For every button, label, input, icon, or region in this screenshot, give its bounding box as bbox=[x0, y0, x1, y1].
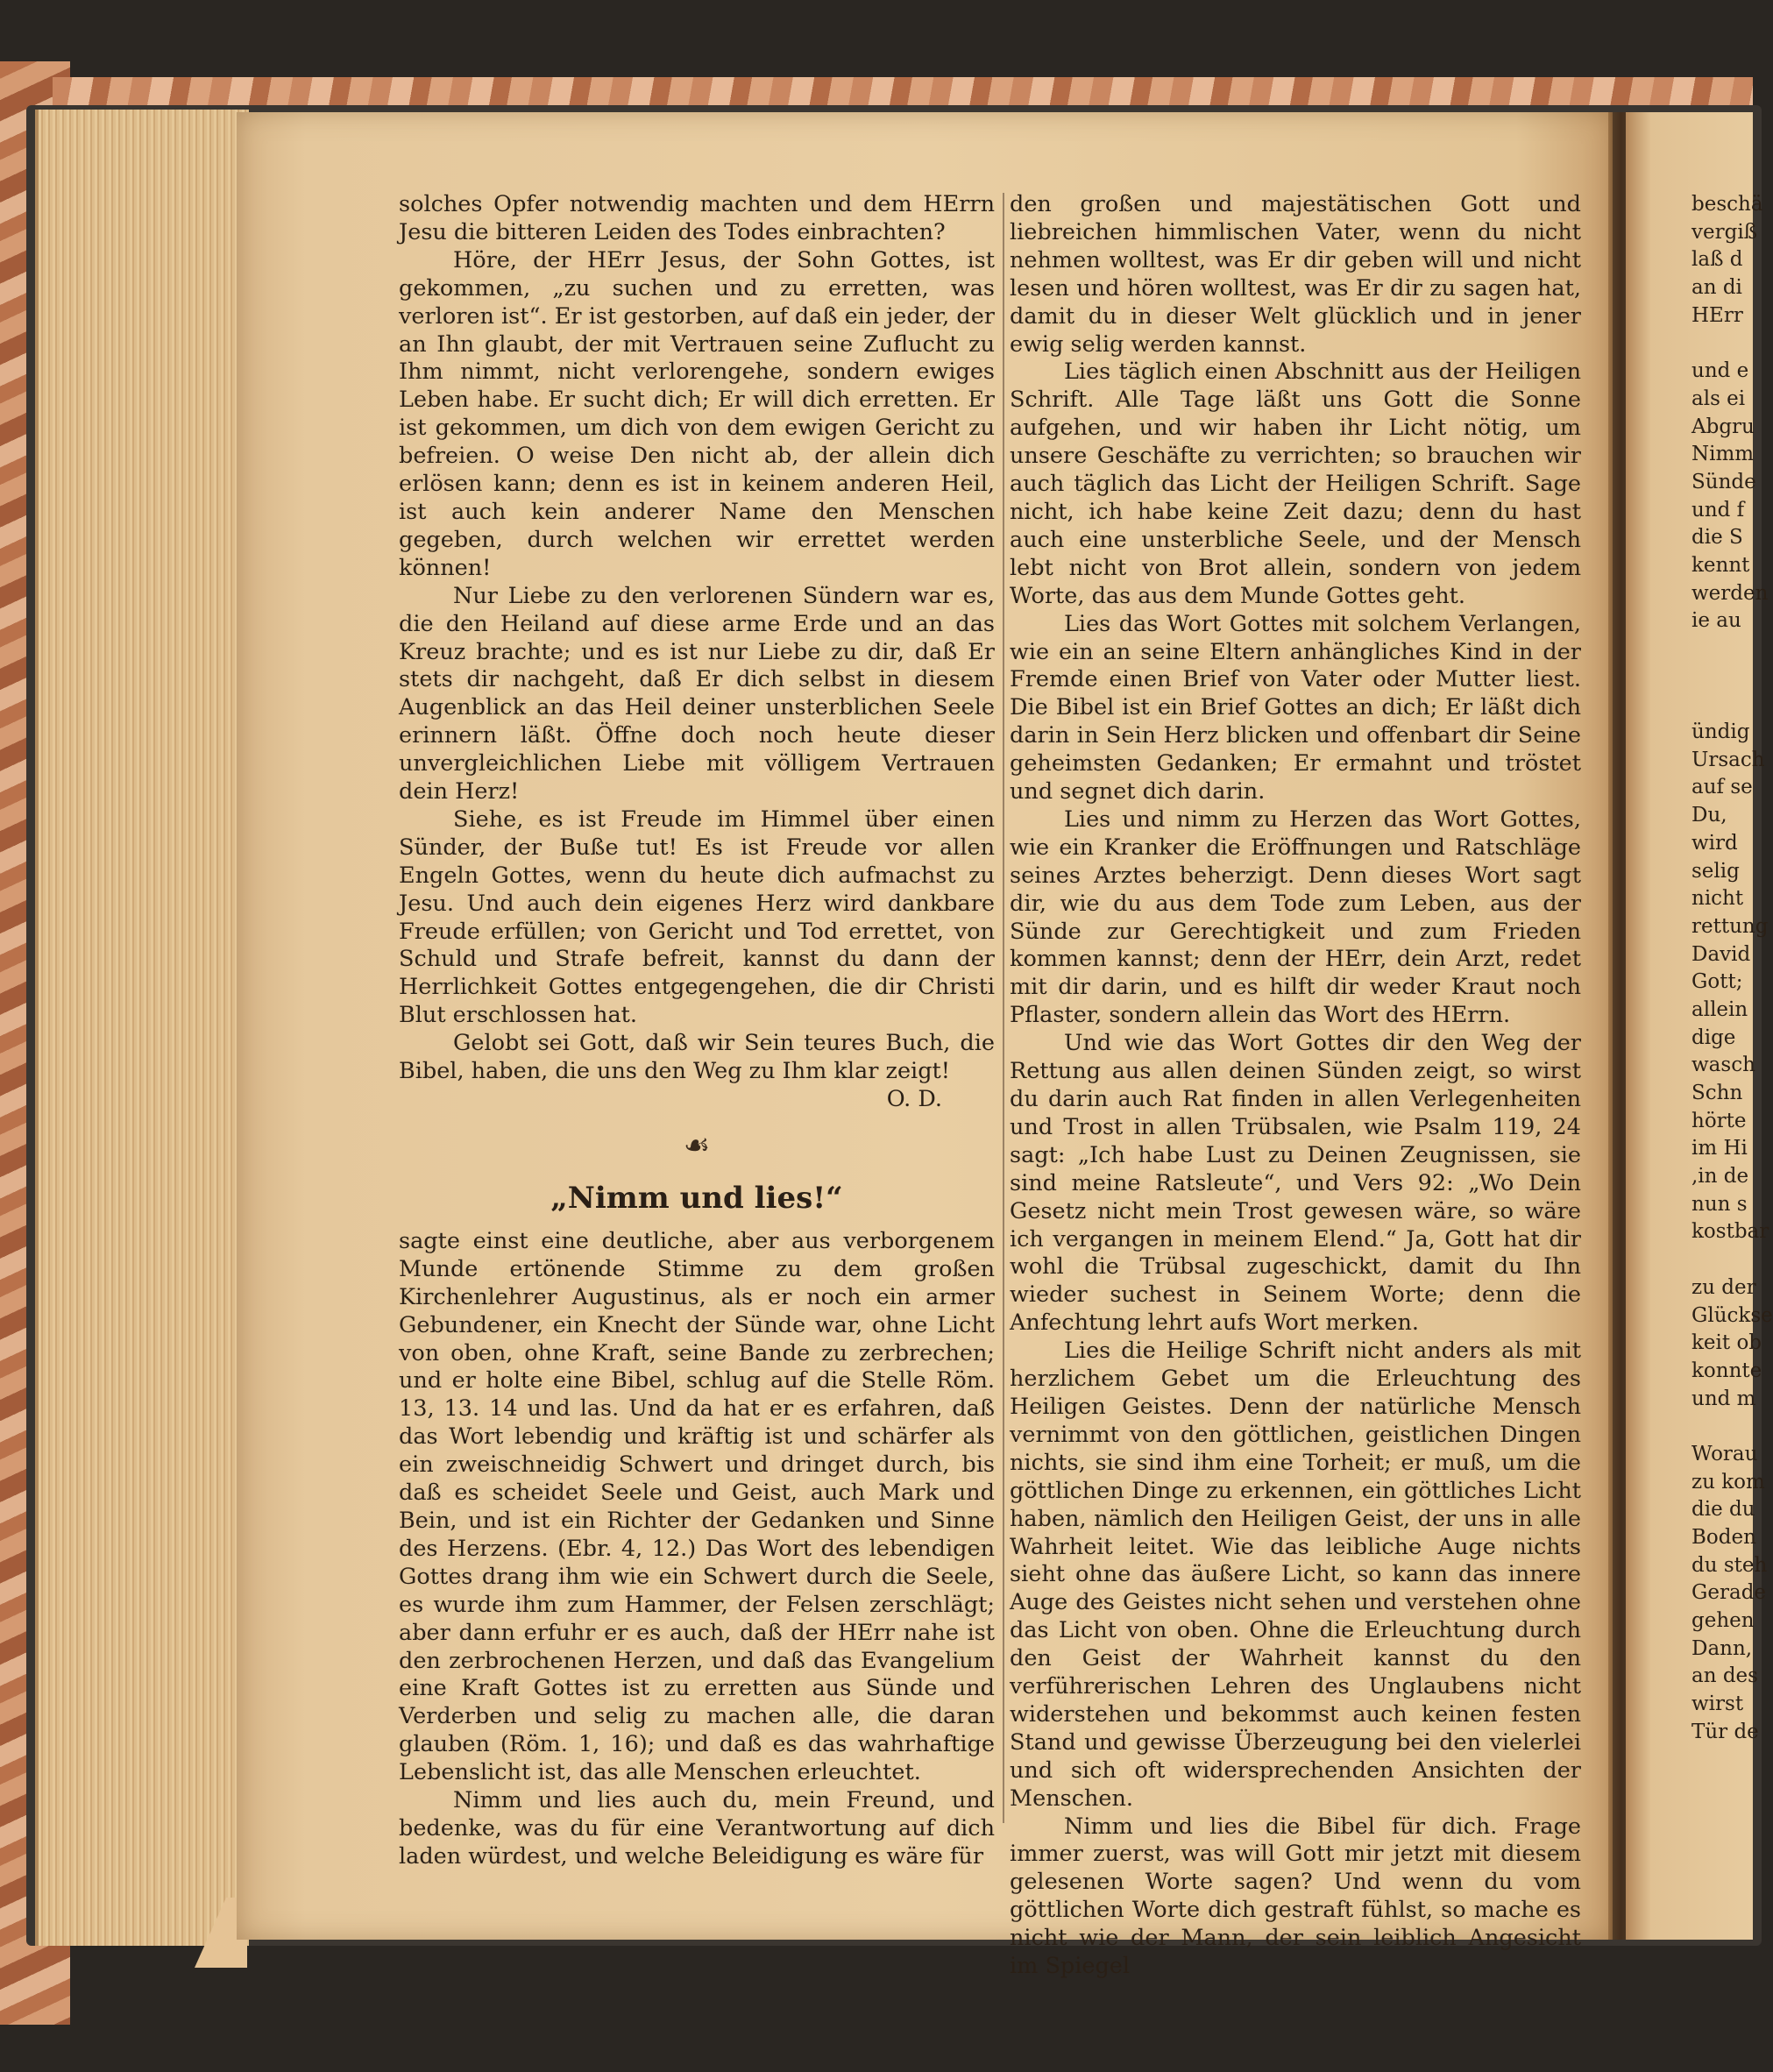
paragraph: solches Opfer notwendig machten und dem HErrn Jesu die bitteren Leiden des Todes einbrachten? bbox=[399, 191, 995, 245]
line-fragment: Abgru bbox=[1691, 415, 1755, 438]
paragraph: Lies täglich einen Abschnitt aus der Heiligen Schrift. Alle Tage läßt uns Gott die Sonne aufgehen, und wir haben ihr Licht nötig, um unsere Geschäfte zu verrichten; so brauchen wir auch täglich das Licht der Heiligen Schrift. Sage nicht, ich habe keine Zeit dazu; denn du hast auch eine unsterbliche Seele, und der Mensch lebt nicht von Brot allein, sondern von jedem Worte, das aus dem Munde Gottes geht. bbox=[1010, 358, 1581, 609]
line-fragment bbox=[1691, 1413, 1753, 1441]
line-fragment bbox=[1691, 663, 1753, 692]
paragraph: Gelobt sei Gott, daß wir Sein teures Buch, die Bibel, haben, die uns den Weg zu Ihm klar zeigt! bbox=[399, 1030, 995, 1085]
line-fragment: Sünde bbox=[1691, 470, 1756, 493]
paragraph: Lies die Heilige Schrift nicht anders als mit herzlichem Gebet um die Erleuchtung des Heiligen Geistes. Denn der natürliche Mensch vernimmt von den göttlichen, geistlichen Dingen nichts, sie sind ihm eine Torheit; er muß, um die göttlichen Dinge zu erkennen, ein göttliches Licht haben, nämlich den Heiligen Geist, der uns in alle Wahrheit leitet. Wie das leibliche Auge nichts sieht ohne das äußere Licht, so kann das innere Auge des Geistes nicht sehen und verstehen ohne das Licht von oben. Ohne die Erleuchtung durch den Geist der Wahrheit kannst du den verführerischen Lehren des Unglaubens nicht widerstehen und bekommst auch keinen festen Stand und gewisse Überzeugung bei den vielerlei und sich oft widersprechenden Ansichten der Menschen. bbox=[1010, 1338, 1581, 1812]
line-fragment: ündig bbox=[1691, 720, 1750, 744]
paragraph: Höre, der HErr Jesus, der Sohn Gottes, ist gekommen, „zu suchen und zu erretten, was verloren ist“. Er ist gestorben, auf daß ein jeder, der an Ihn glaubt, der mit Vertrauen seine Zuflucht zu Ihm nimmt, nicht verlorengehe, sondern ewiges Leben habe. Er sucht dich; Er will dich erretten. Er ist gekommen, um dich von dem ewigen Gericht zu befreien. O weise Den nicht ab, der allein dich erlösen kann; denn es ist in keinem anderen Heil, ist auch kein anderer Name den Menschen gegeben, durch welchen wir errettet werden können! bbox=[399, 246, 995, 581]
line-fragment: allein bbox=[1691, 997, 1748, 1021]
line-fragment: die S bbox=[1691, 526, 1743, 550]
paragraph: den großen und majestätischen Gott und liebreichen himmlischen Vater, wenn du nicht nehmen wolltest, was Er dir geben will und nicht lesen und hören wolltest, was Er dir zu sagen hat, damit du in dieser Welt glücklich und in jener ewig selig werden kannst. bbox=[1010, 191, 1581, 358]
line-fragment: werden bbox=[1691, 581, 1769, 605]
paragraph: Lies und nimm zu Herzen das Wort Gottes, wie ein Kranker die Eröffnungen und Ratschläge seines Arztes beherzigt. Denn dieses Wort sagt dir, wie du aus dem Tode zum Leben, aus der Sünde zur Gerechtigkeit und zum Frieden kommen kannst; denn der HErr, dein Arzt, redet mit dir darin, und es hilft dir weder Kraut noch Pflaster, sondern allein das Wort des HErrn. bbox=[1010, 805, 1581, 1029]
line-fragment: und m bbox=[1691, 1387, 1756, 1410]
line-fragment bbox=[1691, 691, 1753, 719]
paragraph: Nimm und lies auch du, mein Freund, und bedenke, was du für eine Verantwortung auf dich laden würdest, und welche Beleidigung es wäre für bbox=[399, 1787, 995, 1870]
paragraph: Nur Liebe zu den verlorenen Sündern war es, die den Heiland auf diese arme Erde und an das Kreuz brachte; und es ist nur Liebe zu dir, daß Er stets dir nachgeht, daß Er dich selbst in diesem Augenblick an das Heil deiner unsterblichen Seele erinnern läßt. Öffne doch noch heute dieser unvergleichlichen Liebe mit völligem Vertrauen dein Herz! bbox=[399, 582, 995, 805]
line-fragment: du steh bbox=[1691, 1553, 1768, 1577]
paragraph: Und wie das Wort Gottes dir den Weg der Rettung aus allen deinen Sünden zeigt, so wirst du darin auch Rat finden in allen Verlegenheiten und Trost in allen Trübsalen, wie Psalm 119, 24 sagt: „Ich habe Lust zu Deinen Zeugnissen, sie sind meine Ratsleute“, und Vers 92: „Wo Dein Gesetz nicht mein Trost gewesen wäre, so wäre ich vergangen in meinem Elend.“ Ja, Gott hat dir wohl die Trübsal zugeschickt, damit du Ihn wieder suchest in Seinem Worte; denn die Anfechtung lehrt aufs Wort merken. bbox=[1010, 1030, 1581, 1337]
line-fragment: selig bbox=[1691, 859, 1740, 883]
line-fragment: laß d bbox=[1691, 248, 1743, 272]
line-fragment: nicht bbox=[1691, 887, 1744, 911]
paragraph: Lies das Wort Gottes mit solchem Verlangen, wie ein an seine Eltern anhängliches Kind in der Fremde einen Brief von Vater oder Mutter liest. Die Bibel ist ein Brief Gottes an dich; Er läßt dich darin in Sein Herz blicken und offenbart dir Seine geheimsten Gedanken; Er ermahnt und tröstet und segnet dich darin. bbox=[1010, 610, 1581, 805]
line-fragment: zu der bbox=[1691, 1275, 1756, 1299]
line-fragment: HErr bbox=[1691, 303, 1743, 327]
line-fragment bbox=[1691, 1246, 1753, 1274]
line-fragment: kennt bbox=[1691, 553, 1750, 577]
line-fragment: beschä bbox=[1691, 193, 1763, 216]
line-fragment: auf se bbox=[1691, 776, 1753, 799]
line-fragment: vergiß bbox=[1691, 220, 1758, 244]
line-fragment: nun s bbox=[1691, 1192, 1748, 1216]
left-column bbox=[399, 191, 995, 1871]
right-page-column bbox=[1691, 191, 1773, 1747]
line-fragment: wasch bbox=[1691, 1054, 1755, 1077]
signature: O. D. bbox=[886, 1086, 942, 1112]
line-fragment: Gott; bbox=[1691, 970, 1743, 994]
line-fragment: im Hi bbox=[1691, 1137, 1748, 1160]
page-edges bbox=[35, 110, 249, 1946]
line-fragment: zu kom bbox=[1691, 1470, 1765, 1494]
line-fragment: Du, bbox=[1691, 804, 1727, 827]
line-fragment: David bbox=[1691, 942, 1751, 966]
line-fragment: konnte bbox=[1691, 1359, 1762, 1382]
line-fragment: Tür de bbox=[1691, 1720, 1759, 1743]
line-fragment: gehen bbox=[1691, 1609, 1755, 1633]
line-fragment: hörte bbox=[1691, 1109, 1747, 1132]
column-rule bbox=[1003, 193, 1004, 1823]
line-fragment: als ei bbox=[1691, 387, 1746, 410]
line-fragment: wird bbox=[1691, 831, 1738, 855]
line-fragment: keit ob bbox=[1691, 1331, 1762, 1355]
middle-column bbox=[1010, 191, 1581, 1981]
line-fragment: Gerade bbox=[1691, 1581, 1767, 1605]
line-fragment: die du bbox=[1691, 1498, 1755, 1522]
line-fragment: an des bbox=[1691, 1664, 1758, 1688]
line-fragment: Boden bbox=[1691, 1526, 1756, 1549]
paragraph: Nimm und lies die Bibel für dich. Frage immer zuerst, was will Gott mir jetzt mit diesem gelesenen Worte sagen? Und wenn du vom göttlichen Worte dich gestraft fühlst, so mache es nicht wie der Mann, der sein leiblich Angesicht im Spiegel bbox=[1010, 1813, 1581, 1980]
line-fragment: Glückse bbox=[1691, 1303, 1773, 1327]
line-fragment bbox=[1691, 330, 1753, 358]
line-fragment: ie au bbox=[1691, 609, 1741, 633]
line-fragment: Nimm bbox=[1691, 443, 1755, 466]
line-fragment: dige bbox=[1691, 1025, 1736, 1049]
article-heading: „Nimm und lies!“ bbox=[550, 1180, 843, 1216]
line-fragment: Worau bbox=[1691, 1442, 1758, 1465]
line-fragment: rettung bbox=[1691, 914, 1769, 938]
line-fragment: ,in de bbox=[1691, 1165, 1749, 1189]
line-fragment: wirst bbox=[1691, 1692, 1744, 1716]
line-fragment: an di bbox=[1691, 276, 1742, 300]
line-fragment bbox=[1691, 635, 1753, 663]
paragraph: Siehe, es ist Freude im Himmel über einen Sünder, der Buße tut! Es ist Freude vor allen Engeln Gottes, wenn du heute dich aufmachst zu Jesu. Und auch dein eigenes Herz wird dankbare Freude erfüllen; von Gericht und Tod errettet, von Schuld und Strafe befreit, kannst du dann der Herrlichkeit Gottes entgegengehen, die dir Christi Blut erschlossen hat. bbox=[399, 805, 995, 1029]
paragraph: sagte einst eine deutliche, aber aus verborgenem Munde ertönende Stimme zu dem großen Kirchenlehrer Augustinus, als er noch ein armer Gebundener, ein Knecht der Sünde war, ohne Licht von oben, ohne Kraft, seine Bande zu zerbrechen; und er holte eine Bibel, schlug auf die Stelle Röm. 13, 13. 14 und las. Und da hat er es erfahren, daß das Wort lebendig und kräftig ist und schärfer als ein zweischneidig Schwert und dringet durch, bis daß es scheidet Seele und Geist, auch Mark und Bein, und ist ein Richter der Gedanken und Sinne des Herzens. (Ebr. 4, 12.) Das Wort des lebendigen Gottes drang ihm wie ein Schwert durch die Seele, es wurde ihm zum Hammer, der Felsen zerschlägt; aber dann erfuhr er es auch, daß der HErr nahe ist den zerbrochenen Herzen, und daß das Evangelium eine Kraft Gottes ist zu erretten aus Sünde und Verderben und selig zu machen alle, die daran glauben (Röm. 1, 16); und daß es das wahrhaftige Lebenslicht ist, das alle Menschen erleuchtet. bbox=[399, 1227, 995, 1786]
line-fragment: Ursach bbox=[1691, 748, 1765, 771]
line-fragment: Dann, bbox=[1691, 1636, 1753, 1660]
line-fragment: und e bbox=[1691, 359, 1749, 383]
line-fragment: kostbar bbox=[1691, 1220, 1769, 1244]
fleuron-ornament-icon: ☙ bbox=[683, 1127, 711, 1163]
line-fragment: und f bbox=[1691, 498, 1745, 522]
line-fragment: Schn bbox=[1691, 1082, 1743, 1104]
